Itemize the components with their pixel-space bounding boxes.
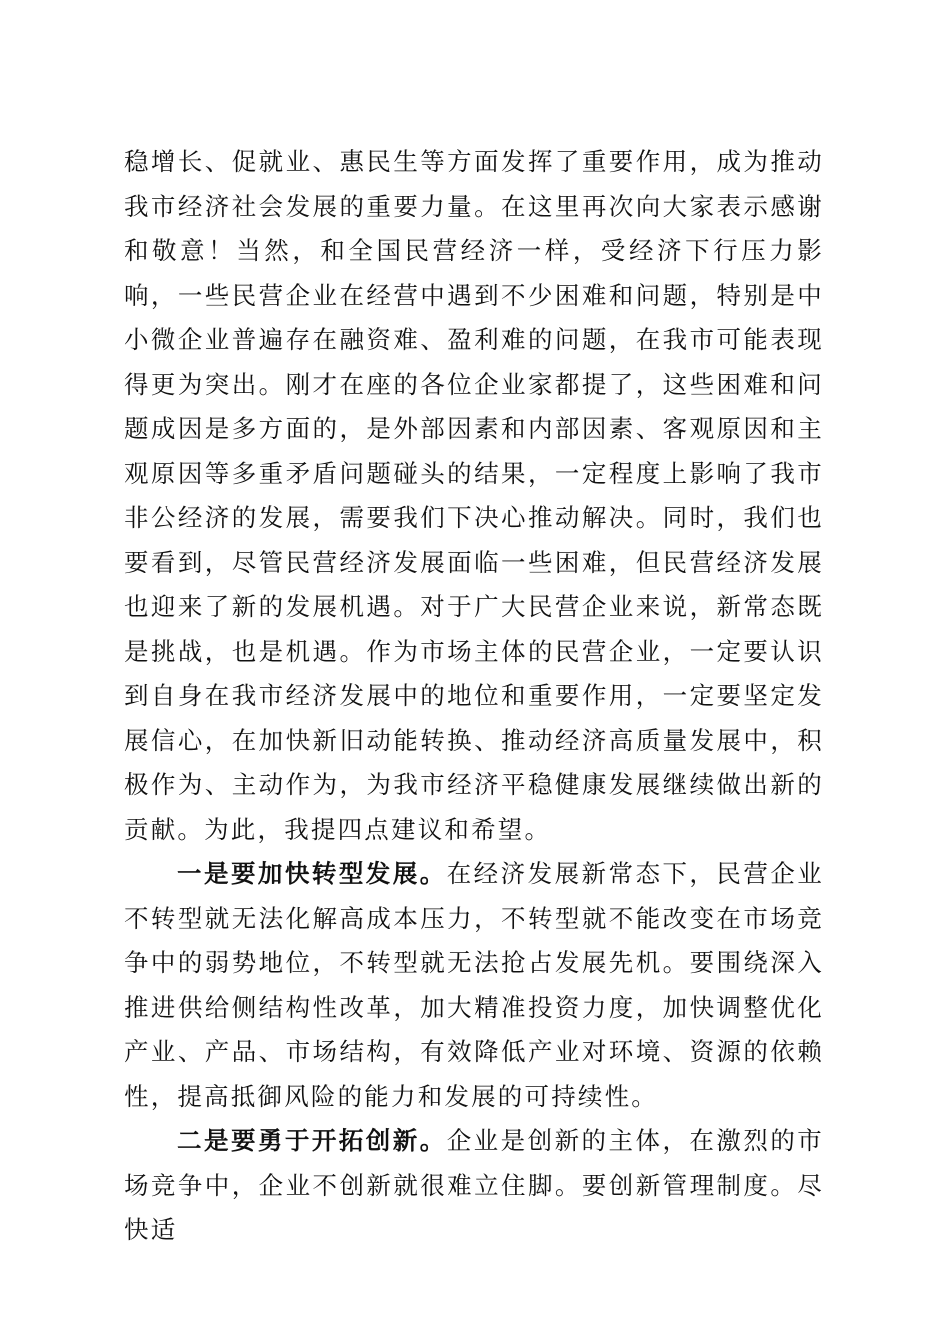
paragraph-3-lead: 二是要勇于开拓创新。	[177, 1126, 447, 1155]
paragraph-continuation	[124, 140, 824, 852]
paragraph-1-text: 稳增长、促就业、惠民生等方面发挥了重要作用，成为推动我市经济社会发展的重要力量。在这里再次向大家表示感谢和敬意！当然，和全国民营经济一样，受经济下行压力影响，一些民营企业在经营中遇到不少困难和问题，特别是中小微企业普遍存在融资难、盈利难的问题，在我市可能表现得更为突出。刚才在座的各位企业家都提了，这些困难和问题成因是多方面的，是外部因素和内部因素、客观原因和主观原因等多重矛盾问题碰头的结果，一定程度上影响了我市非公经济的发展，需要我们下决心推动解决。同时，我们也要看到，尽管民营经济发展面临一些困难，但民营经济发展也迎来了新的发展机遇。对于广大民营企业来说，新常态既是挑战，也是机遇。作为市场主体的民营企业，一定要认识到自身在我市经济发展中的地位和重要作用，一定要坚定发展信心，在加快新旧动能转换、推动经济高质量发展中，积极作为、主动作为，为我市经济平稳健康发展继续做出新的贡献。为此，我提四点建议和希望。	[124, 147, 824, 844]
paragraph-point-two	[124, 1119, 824, 1253]
paragraph-point-one	[124, 852, 824, 1119]
paragraph-2-text: 在经济发展新常态下，民营企业不转型就无法化解高成本压力，不转型就不能改变在市场竞争中的弱势地位，不转型就无法抢占发展先机。要围绕深入推进供给侧结构性改革，加大精准投资力度，加快调整优化产业、产品、市场结构，有效降低产业对环境、资源的依赖性，提高抵御风险的能力和发展的可持续性。	[124, 859, 824, 1111]
document-page	[124, 140, 824, 1253]
paragraph-3-text: 企业是创新的主体，在激烈的市场竞争中，企业不创新就很难立住脚。要创新管理制度。尽快适	[124, 1126, 824, 1244]
paragraph-2-lead: 一是要加快转型发展。	[177, 859, 447, 888]
